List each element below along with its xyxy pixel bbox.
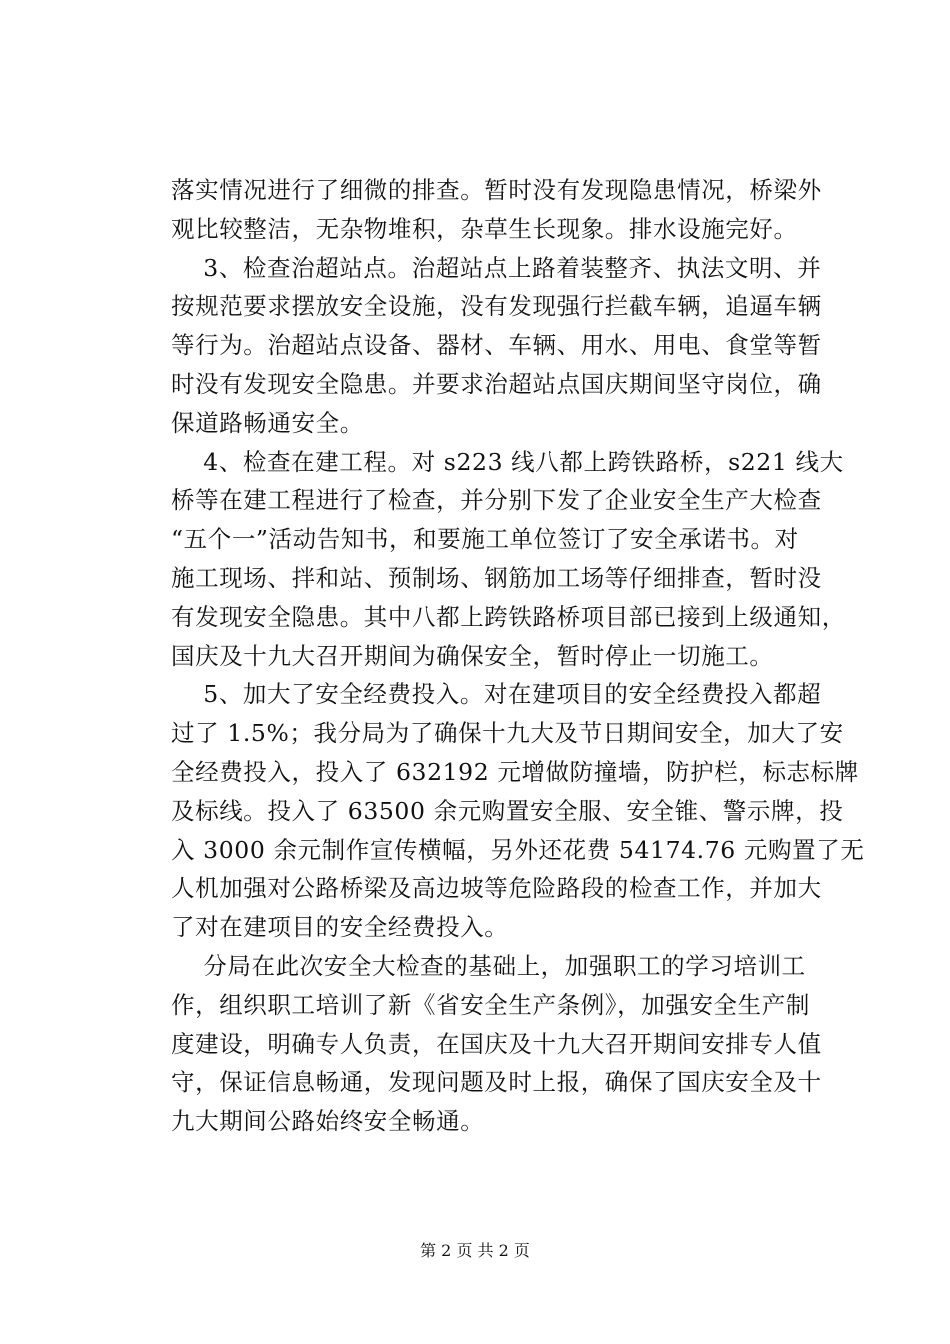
text-line: 落实情况进行了细微的排查。暂时没有发现隐患情况，桥梁外 [171,176,822,204]
page-number: 第 2 页 共 2 页 [420,1241,530,1260]
text-line: 时没有发现安全隐患。并要求治超站点国庆期间坚守岗位，确 [171,369,822,398]
text-line: 按规范要求摆放安全设施，没有发现强行拦截车辆，追逼车辆 [171,292,822,321]
text-line: 3、检查治超站点。治超站点上路着装整齐、执法文明、并 [171,253,822,282]
text-line: 等行为。治超站点设备、器材、车辆、用水、用电、食堂等暂 [171,331,822,360]
text-line: 国庆及十九大召开期间为确保安全，暂时停止一切施工。 [171,641,774,670]
text-line: 九大期间公路始终安全畅通。 [171,1107,485,1136]
text-line: 了对在建项目的安全经费投入。 [171,913,509,942]
text-line: 度建设，明确专人负责，在国庆及十九大召开期间安排专人值 [171,1029,822,1058]
text-line: 人机加强对公路桥梁及高边坡等危险路段的检查工作，并加大 [171,874,822,903]
text-line: 桥等在建工程进行了检查，并分别下发了企业安全生产大检查 [171,486,822,515]
text-line: 分局在此次安全大检查的基础上，加强职工的学习培训工 [171,951,806,980]
text-line: 守，保证信息畅通，发现问题及时上报，确保了国庆安全及十 [171,1068,822,1097]
text-line: 观比较整洁，无杂物堆积，杂草生长现象。排水设施完好。 [171,214,798,243]
text-line: 4、检查在建工程。对 s223 线八都上跨铁路桥，s221 线大 [171,447,844,476]
text-line: 保道路畅通安全。 [171,408,364,437]
document-body [171,171,865,1141]
text-line: 有发现安全隐患。其中八都上跨铁路桥项目部已接到上级通知， [171,602,846,631]
text-line: 过了 1.5%；我分局为了确保十九大及节日期间安全，加大了安 [171,719,844,748]
text-line: 及标线。投入了 63500 余元购置安全服、安全锥、警示牌，投 [171,796,844,825]
text-line: “五个一”活动告知书，和要施工单位签订了安全承诺书。对 [171,525,799,554]
text-line: 入 3000 余元制作宣传横幅，另外还花费 54174.76 元购置了无 [171,835,865,864]
text-line: 施工现场、拌和站、预制场、钢筋加工场等仔细排查，暂时没 [171,563,822,592]
page-footer [0,1241,950,1261]
text-line: 全经费投入，投入了 632192 元增做防撞墙，防护栏，标志标牌 [171,757,859,786]
text-line: 作，组织职工培训了新《省安全生产条例》，加强安全生产制 [171,990,810,1019]
text-line: 5、加大了安全经费投入。对在建项目的安全经费投入都超 [171,680,822,709]
